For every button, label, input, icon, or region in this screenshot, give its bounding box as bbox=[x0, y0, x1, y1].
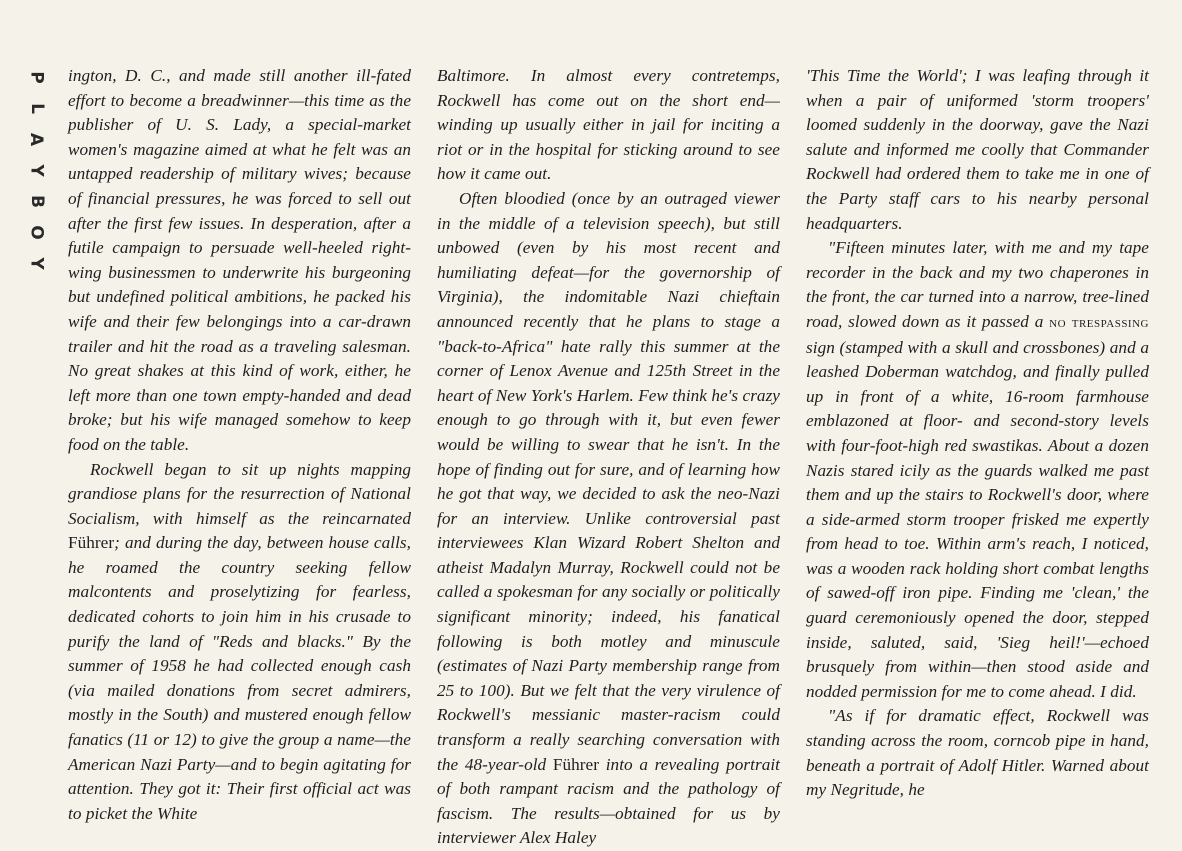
text-column-1 bbox=[68, 64, 411, 826]
paragraph bbox=[437, 187, 780, 851]
paragraph-text: "Fifteen minutes later, with me and my tape recorder in the back and my two chaperones in the front, the car turned into a narrow, tree-lined road, slowed down as it passed a bbox=[806, 238, 1149, 331]
folio-letter: O bbox=[26, 225, 47, 240]
paragraph-text: ; and during the day, between house calls, he roamed the country seeking fellow malcontents and proselytizing for fearless, dedicated cohorts to join him in his crusade to purify the land of "Reds and blacks." By the summer of 1958 he had collected enough cash (via mailed donations from secret admirers, mostly in the South) and mustered enough fellow fanatics (11 or 12) to give the group a name—the American Nazi Party—and to begin agitating for attention. They got it: Their first official act was to picket the White bbox=[68, 533, 411, 823]
paragraph: 'This Time the World'; I was leafing through it when a pair of uniformed 'storm troopers' loomed suddenly in the doorway, gave the Nazi salute and informed me coolly that Commander Rockwell had ordered them to take me in one of the Party staff cars to his nearby personal headquarters. bbox=[806, 66, 1149, 233]
paragraph bbox=[806, 236, 1149, 704]
folio-letter: Y bbox=[26, 164, 47, 177]
folio-letter: Y bbox=[26, 257, 47, 270]
folio-letter: B bbox=[26, 195, 47, 208]
text-column-3 bbox=[806, 64, 1149, 803]
paragraph: "As if for dramatic effect, Rockwell was standing across the room, corncob pipe in hand, beneath a portrait of Adolf Hitler. Warned about my Negritude, he bbox=[806, 706, 1149, 800]
folio-letter: P bbox=[26, 71, 47, 84]
fuhrer-word: Führer bbox=[68, 533, 115, 553]
fuhrer-word: Führer bbox=[552, 754, 600, 774]
paragraph: Baltimore. In almost every contretemps, Rockwell has come out on the short end—winding up usually either in jail for inciting a riot or in the hospital for sticking around to see how it came out. bbox=[437, 66, 780, 184]
paragraph-text: into a revealing portrait of both rampant racism and the pathology of fascism. The results—obtained for us by interviewer Alex Haley bbox=[437, 754, 780, 848]
paragraph: ington, D. C., and made still another ill-fated effort to become a breadwinner—this time as the publisher of U. S. Lady, a special-market women's magazine aimed at what he felt was an untapped readership of military wives; because of financial pressures, he was forced to sell out after the first few issues. In desperation, after a futile campaign to persuade well-heeled right-wing businessmen to underwrite his burgeoning but undefined political ambitions, he packed his wife and their few belongings into a car-drawn trailer and hit the road as a traveling salesman. No great shakes at this kind of work, either, he left more than one town empty-handed and dead broke; but his wife managed somehow to keep food on the table. bbox=[68, 66, 411, 454]
folio-letter: A bbox=[26, 132, 47, 147]
folio-letter: L bbox=[26, 103, 47, 114]
paragraph-text: Rockwell began to sit up nights mapping grandiose plans for the resurrection of National Socialism, with himself as the reincarnated bbox=[68, 459, 411, 528]
paragraph-text: Often bloodied (once by an outraged viewer in the middle of a television speech), but still unbowed (even by his most recent and humiliating defeat—for the governorship of Virginia), the indomitable Nazi chieftain announced recently that he plans to stage a "back-to-Africa" hate rally this summer at the corner of Lenox Avenue and 125th Street in the heart of New York's Harlem. Few think he's crazy enough to go through with it, but even fewer would be willing to swear that he isn't. In the hope of finding out for sure, and of learning how he got that way, we decided to ask the neo-Nazi for an interview. Unlike controversial past interviewees Klan Wizard Robert Shelton and atheist Madalyn Murray, Rockwell could not be called a spokesman for any socially or politically significant minority; indeed, his fanatical following is both motley and minuscule (estimates of Nazi Party membership range from 25 to 100). But we felt that the very virulence of Rockwell's messianic master-racism could transform a really searching conversation with the 48-year-old bbox=[437, 188, 780, 774]
paragraph-text: sign (stamped with a skull and crossbones) and a leashed Doberman watchdog, and finally pulled up in front of a white, 16-room farmhouse emblazoned at floor- and second-story levels with four-foot-high red swastikas. About a dozen Nazis stared icily as the guards walked me past them and up the stairs to Rockwell's door, where a side-armed storm trooper frisked me expertly from head to toe. Within arm's reach, I noticed, was a wooden rack holding short combat lengths of sawed-off iron pipe. Finding me 'clean,' the guard ceremoniously opened the door, stepped inside, saluted, said, 'Sieg heil!'—echoed brusquely from within—then stood aside and nodded permission for me to come ahead. I did. bbox=[806, 337, 1149, 701]
paragraph bbox=[68, 458, 411, 827]
no-trespassing-sign-text: no trespassing bbox=[1049, 314, 1149, 331]
magazine-folio bbox=[26, 62, 46, 279]
text-column-2 bbox=[437, 64, 780, 851]
